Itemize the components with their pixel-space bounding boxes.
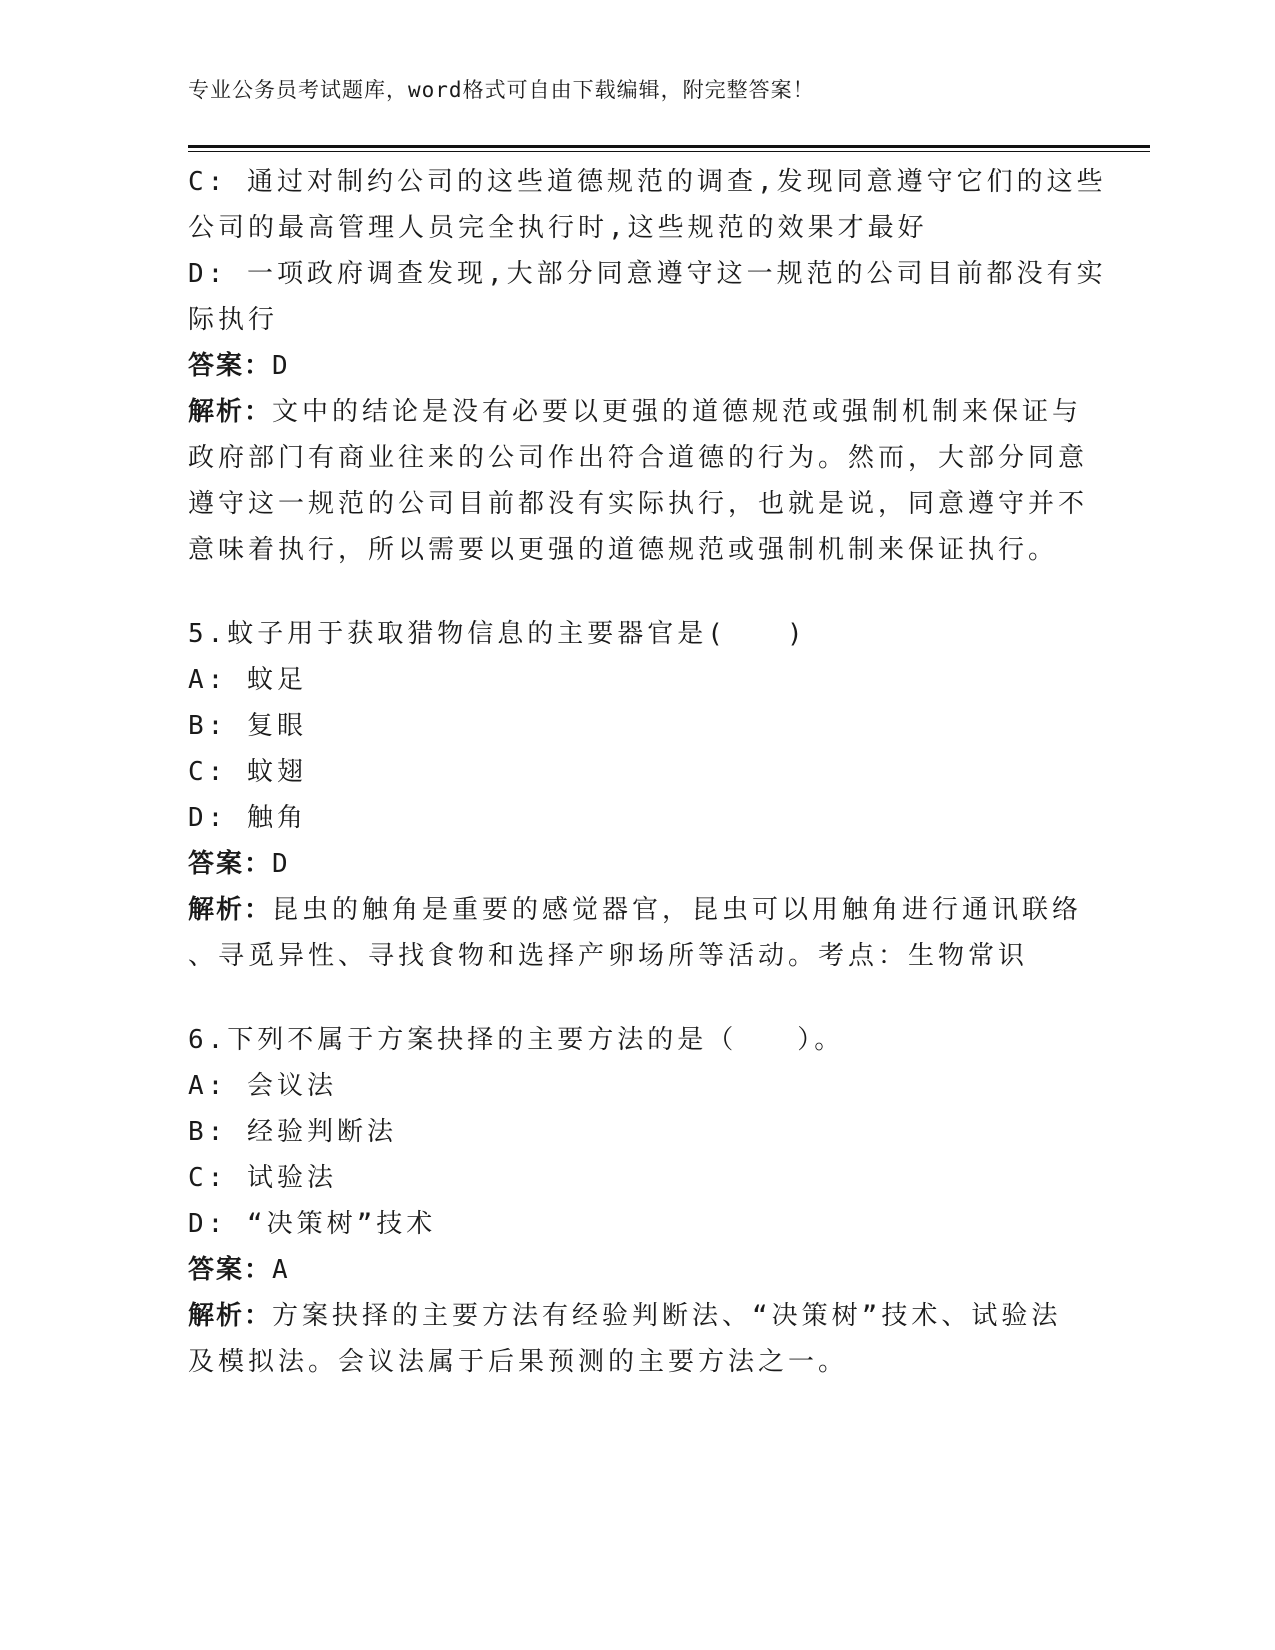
analysis-text-continued: 政府部门有商业往来的公司作出符合道德的行为。然而，大部分同意: [188, 443, 1089, 473]
header-divider: [188, 145, 1150, 152]
answer-value: D: [272, 849, 292, 879]
option-a: A: 会议法: [188, 1071, 337, 1101]
analysis-text-continued: 、寻觅异性、寻找食物和选择产卵场所等活动。考点：生物常识: [188, 941, 1029, 971]
option-c: C: 试验法: [188, 1163, 337, 1193]
option-d-continued: 际执行: [188, 305, 279, 335]
option-d: D: 一项政府调查发现,大部分同意遵守这一规范的公司目前都没有实: [188, 259, 1107, 289]
analysis-line: [188, 887, 1083, 933]
question-4: [188, 159, 1107, 573]
answer-line: [188, 1247, 1058, 1293]
answer-value: A: [272, 1255, 292, 1285]
analysis-line: [188, 389, 1083, 435]
question-gap: [188, 573, 1058, 611]
option-d: D: 触角: [188, 803, 307, 833]
answer-label: 答案：: [188, 1255, 273, 1285]
question-stem: 6.下列不属于方案抉择的主要方法的是（ ）。: [188, 1025, 845, 1055]
option-a: A: 蚊足: [188, 665, 307, 695]
option-c-continued: 公司的最高管理人员完全执行时,这些规范的效果才最好: [188, 213, 928, 243]
analysis-label: 解析：: [188, 1301, 273, 1331]
question-6: [188, 1017, 1062, 1385]
option-b: B: 经验判断法: [188, 1117, 397, 1147]
option-d: D: “决策树”技术: [188, 1209, 437, 1239]
answer-value: D: [272, 351, 292, 381]
question-stem: 5.蚊子用于获取猎物信息的主要器官是( ): [188, 619, 807, 649]
analysis-text: 方案抉择的主要方法有经验判断法、“决策树”技术、试验法: [272, 1301, 1062, 1331]
analysis-label: 解析：: [188, 397, 273, 427]
analysis-text-continued: 及模拟法。会议法属于后果预测的主要方法之一。: [188, 1347, 849, 1377]
question-5: [188, 611, 1083, 979]
page-header: 专业公务员考试题库，word格式可自由下载编辑，附完整答案！: [188, 78, 815, 102]
option-c: C: 蚊翅: [188, 757, 307, 787]
option-c: C: 通过对制约公司的这些道德规范的调查,发现同意遵守它们的这些: [188, 167, 1107, 197]
document-body: [188, 159, 1107, 1385]
option-b: B: 复眼: [188, 711, 307, 741]
analysis-line: [188, 1293, 1062, 1339]
answer-line: [188, 841, 1058, 887]
analysis-text-continued: 遵守这一规范的公司目前都没有实际执行，也就是说，同意遵守并不: [188, 489, 1089, 519]
answer-label: 答案：: [188, 849, 273, 879]
analysis-label: 解析：: [188, 895, 273, 925]
answer-label: 答案：: [188, 351, 273, 381]
analysis-text: 昆虫的触角是重要的感觉器官，昆虫可以用触角进行通讯联络: [272, 895, 1083, 925]
analysis-text-continued: 意味着执行，所以需要以更强的道德规范或强制机制来保证执行。: [188, 535, 1059, 565]
analysis-text: 文中的结论是没有必要以更强的道德规范或强制机制来保证与: [272, 397, 1083, 427]
answer-line: [188, 343, 1058, 389]
question-gap: [188, 979, 1058, 1017]
